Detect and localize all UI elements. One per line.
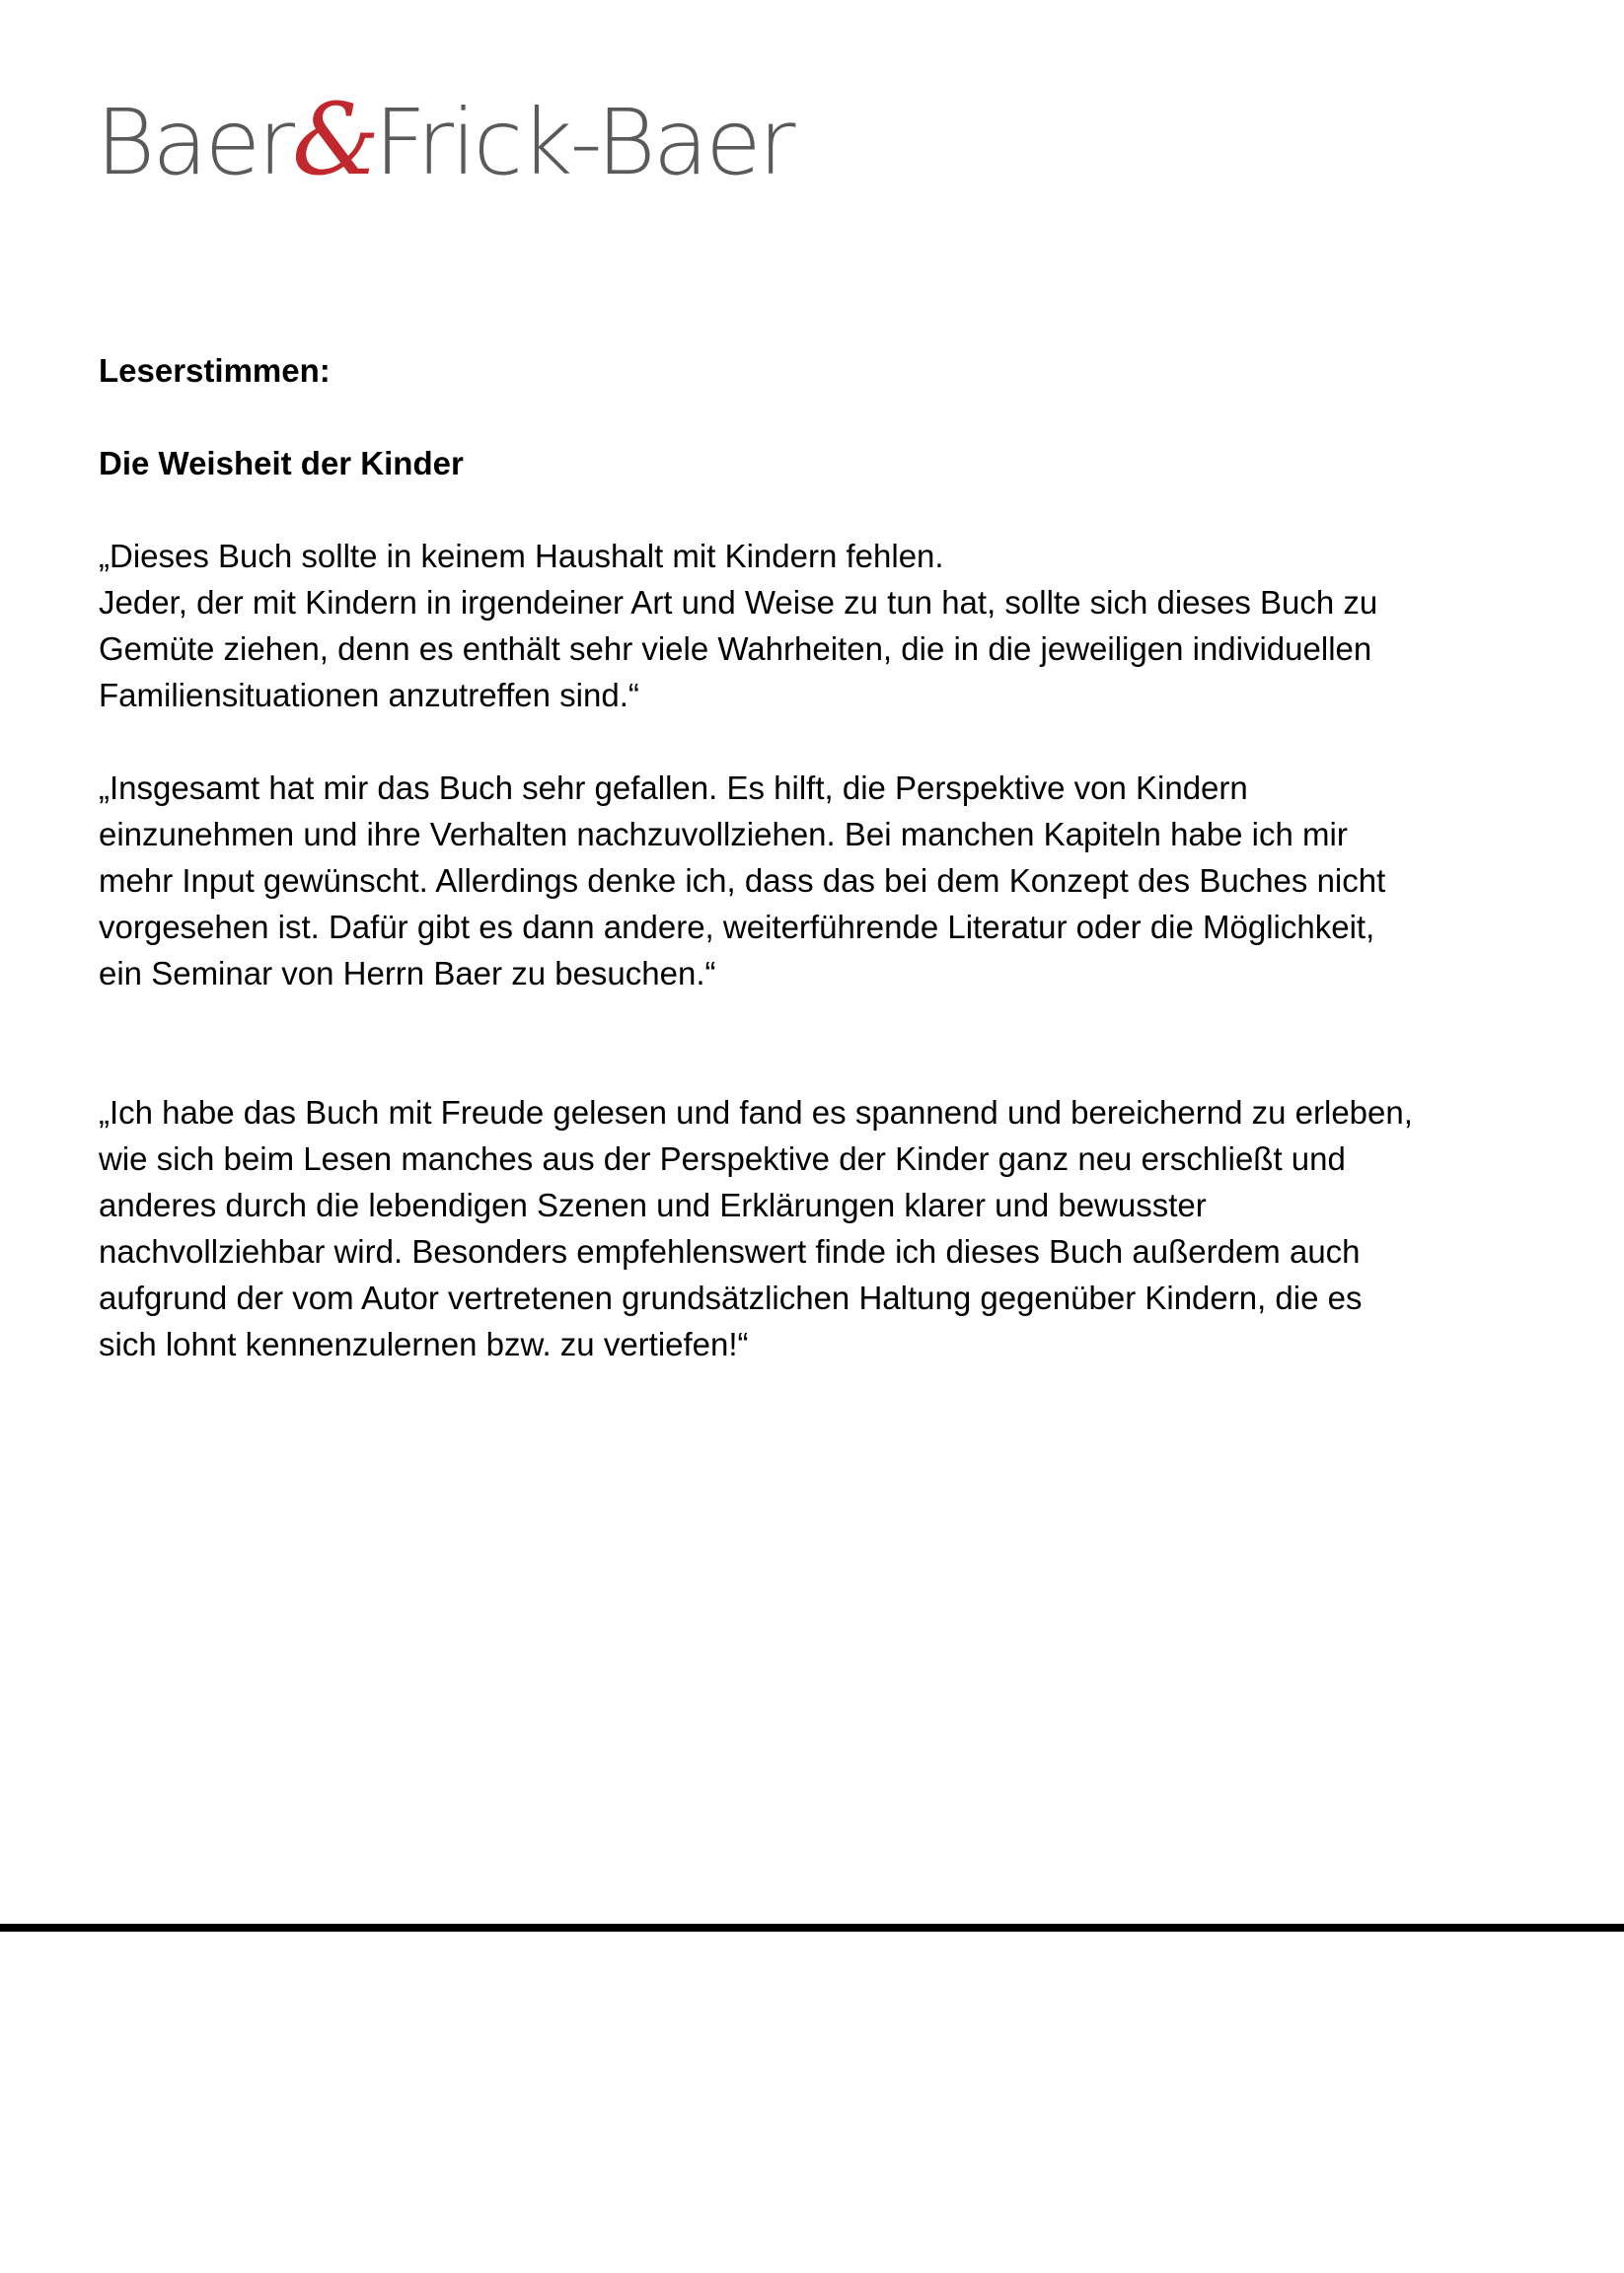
quote-line: wie sich beim Lesen manches aus der Perspektive der Kinder ganz neu erschließt und [99,1140,1346,1177]
quote-line: aufgrund der vom Autor vertretenen grundsätzlichen Haltung gegenüber Kindern, die es [99,1280,1363,1316]
footer-divider [0,1924,1624,1932]
quote-line: vorgesehen ist. Dafür gibt es dann andere, weiterführende Literatur oder die Möglichkeit, [99,909,1375,945]
quote-line: „Dieses Buch sollte in keinem Haushalt mit Kindern fehlen. [99,538,944,574]
quote-line: „Ich habe das Buch mit Freude gelesen und fand es spannend und bereichernd zu erleben, [99,1094,1413,1131]
logo-text-baer: Baer [96,90,293,195]
quote-line: Familiensituationen anzutreffen sind.“ [99,677,639,713]
logo-text-frick-baer: Frick-Baer [374,90,793,195]
quote-line: Gemüte ziehen, denn es enthält sehr viele Wahrheiten, die in die jeweiligen individuellen [99,630,1372,667]
reader-quote-1 [99,533,1529,718]
quote-line: nachvollziehbar wird. Besonders empfehlenswert finde ich dieses Buch außerdem auch [99,1233,1361,1270]
book-title: Die Weisheit der Kinder [99,445,464,481]
reader-quote-2 [99,765,1529,996]
quote-line: „Insgesamt hat mir das Buch sehr gefallen. Es hilft, die Perspektive von Kindern [99,770,1248,806]
quote-line: sich lohnt kennenzulernen bzw. zu vertiefen!“ [99,1326,749,1362]
publisher-logo [96,82,793,197]
logo-ampersand: & [292,82,375,197]
quote-line: mehr Input gewünscht. Allerdings denke ich, dass das bei dem Konzept des Buches nicht [99,862,1386,899]
document-body [99,347,1529,1367]
quote-line: Jeder, der mit Kindern in irgendeiner Art und Weise zu tun hat, sollte sich dieses Buch zu [99,584,1378,621]
section-heading: Leserstimmen: [99,352,331,389]
quote-line: einzunehmen und ihre Verhalten nachzuvollziehen. Bei manchen Kapiteln habe ich mir [99,816,1348,852]
quote-line: ein Seminar von Herrn Baer zu besuchen.“ [99,955,716,991]
reader-quote-3 [99,1089,1529,1367]
quote-line: anderes durch die lebendigen Szenen und Erklärungen klarer und bewusster [99,1187,1207,1223]
